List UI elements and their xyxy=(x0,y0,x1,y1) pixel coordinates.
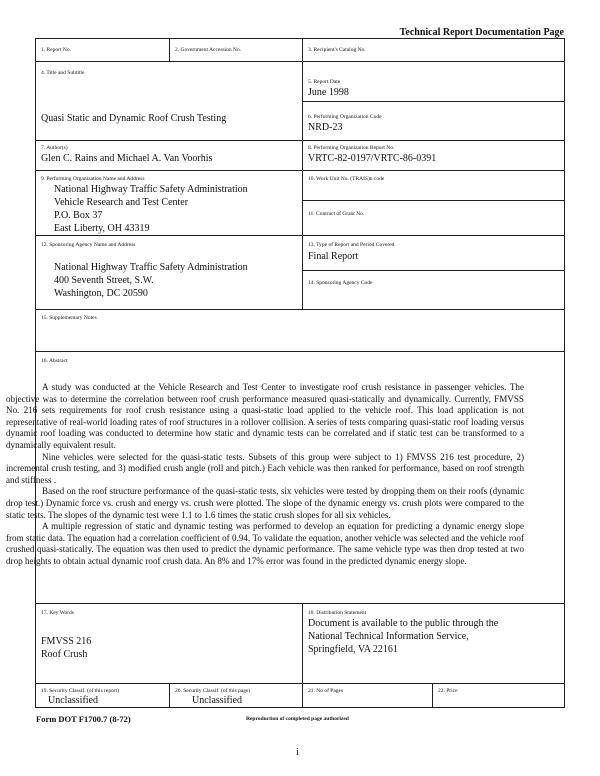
distribution-line: National Technical Information Service, xyxy=(308,631,469,642)
key-word: FMVSS 216 xyxy=(41,636,92,647)
abstract-paragraph: A multiple regression of static and dynamic testing was performed to develop an equation for predicting a dynamic energy slope from static data. The equation had a correlation coefficient of 0.94. To validate the equation, another vehicle was selected and the vehicle roof crushed quasi-statically. The equation was then used to predict the dynamic performance. The same vehicle type was then drop tested at two drop heights to obtain actual dynamic roof crush data. An 8% and 17% error was found in the predicted dynamic energy slope. xyxy=(6,521,524,566)
performing-org-code: NRD-23 xyxy=(308,122,343,133)
field-report-no xyxy=(36,39,170,62)
field-sponsoring-agency-code xyxy=(303,271,565,310)
report-title: Quasi Static and Dynamic Roof Crush Testing xyxy=(41,113,227,124)
field-work-unit-no xyxy=(303,171,565,201)
field-key-words xyxy=(36,604,303,684)
address-line: P.O. Box 37 xyxy=(54,210,103,221)
address-line: East Liberty, OH 43319 xyxy=(54,223,150,234)
security-classification: Unclassified xyxy=(48,695,98,706)
abstract-text xyxy=(6,382,524,568)
address-line: National Highway Traffic Safety Administration xyxy=(54,184,248,195)
address-line: Washington, DC 20590 xyxy=(54,288,148,299)
field-label: 13. Type of Report and Period Covered xyxy=(308,242,395,248)
field-label: 15. Supplementary Notes xyxy=(41,315,97,321)
field-label: 19. Security Classif. (of this report) xyxy=(41,688,120,694)
field-authors xyxy=(36,141,303,171)
key-word: Roof Crush xyxy=(41,649,88,660)
field-label: 20. Security Classif. (of this page) xyxy=(175,688,251,694)
field-contract-grant-no xyxy=(303,201,565,236)
field-label: 18. Distribution Statement xyxy=(308,610,367,616)
reproduction-note: Reproduction of completed page authorized xyxy=(246,716,349,722)
field-label: 2. Government Accession No. xyxy=(175,47,242,53)
field-label: 16. Abstract xyxy=(41,358,68,364)
page-number: i xyxy=(296,747,299,758)
field-label: 11. Contract of Grant No. xyxy=(308,211,365,217)
field-distribution-statement xyxy=(303,604,565,684)
field-title-subtitle xyxy=(36,62,303,141)
field-label: 10. Work Unit No. (TRAIS)n code xyxy=(308,176,385,182)
field-label: 14. Sponsoring Agency Code xyxy=(308,280,373,286)
abstract-paragraph: Based on the roof structure performance of the quasi-static tests, six vehicles were tested by dropping them on their roofs (dynamic drop test.) Dynamic force vs. crush and energy vs. crush were plotted. The slope of the dynamic energy vs. crush plots were compared to the static tests. The slopes of the dynamic test were 1.1 to 1.6 times the static crush slopes for all six vehicles. xyxy=(6,486,524,520)
report-date: June 1998 xyxy=(308,87,349,98)
address-line: National Highway Traffic Safety Administration xyxy=(54,262,248,273)
field-label: 22. Price xyxy=(438,688,458,694)
field-performing-org-name-address xyxy=(36,171,303,236)
form-id: Form DOT F1700.7 (8-72) xyxy=(36,714,131,724)
field-label: 3. Recipient's Catalog No. xyxy=(308,47,366,53)
performing-org-report-no: VRTC-82-0197/VRTC-86-0391 xyxy=(308,153,437,164)
field-label: 6. Performing Organization Code xyxy=(308,114,382,120)
documentation-form xyxy=(35,38,565,708)
field-label: 12. Sponsoring Agency Name and Address xyxy=(41,242,136,248)
field-government-accession-no xyxy=(170,39,303,62)
field-label: 7. Author(s) xyxy=(41,145,68,151)
field-label: 21. No of Pages xyxy=(308,688,344,694)
field-report-date xyxy=(303,62,565,102)
field-security-classif-report xyxy=(36,684,170,708)
report-type: Final Report xyxy=(308,251,359,262)
field-supplementary-notes xyxy=(36,310,565,352)
field-performing-org-report-no xyxy=(303,141,565,171)
field-sponsoring-agency-name-address xyxy=(36,236,303,310)
address-line: 400 Seventh Street, S.W. xyxy=(54,275,154,286)
distribution-line: Document is available to the public through the xyxy=(308,618,499,629)
field-label: 4. Title and Subtitle xyxy=(41,70,85,76)
field-recipients-catalog-no xyxy=(303,39,565,62)
field-type-of-report xyxy=(303,236,565,271)
field-no-of-pages xyxy=(303,684,433,708)
field-performing-org-code xyxy=(303,102,565,141)
field-label: 5. Report Date xyxy=(308,79,341,85)
abstract-paragraph: A study was conducted at the Vehicle Research and Test Center to investigate roof crush resistance in passenger vehicles. The objective was to determine the correlation between roof crush performance measured quasi-statically and dynamically. Currently, FMVSS No. 216 sets requirements for roof crush resistance using a quasi-static load applied to the vehicle roof. This load application is not representative of real-world loading rates of roof structures in a rollover collision. A series of tests comparing quasi-static roof loading versus dynamic roof loading was conducted to determine how static and dynamic tests can be correlated and if static test can be transformed to a dynamically equivalent result. xyxy=(6,382,524,450)
security-classification: Unclassified xyxy=(192,695,242,706)
address-line: Vehicle Research and Test Center xyxy=(54,197,189,208)
page-header-title: Technical Report Documentation Page xyxy=(399,27,564,38)
field-label: 9. Performing Organization Name and Address xyxy=(41,176,145,182)
field-label: 17. Key Words xyxy=(41,610,74,616)
distribution-line: Springfield, VA 22161 xyxy=(308,644,398,655)
authors: Glen C. Rains and Michael A. Van Voorhis xyxy=(41,153,213,164)
abstract-paragraph: Nine vehicles were selected for the quasi-static tests. Subsets of this group were subject to 1) FMVSS 216 test procedure, 2) incremental crush testing, and 3) modified crush angle (roll and pitch.) Each vehicle was then ranked for performance, based on roof strength and stiffness . xyxy=(6,451,524,485)
field-security-classif-page xyxy=(170,684,303,708)
field-label: 1. Report No. xyxy=(41,47,71,53)
field-price xyxy=(433,684,565,708)
field-label: 8. Performing Organization Report No. xyxy=(308,145,395,151)
